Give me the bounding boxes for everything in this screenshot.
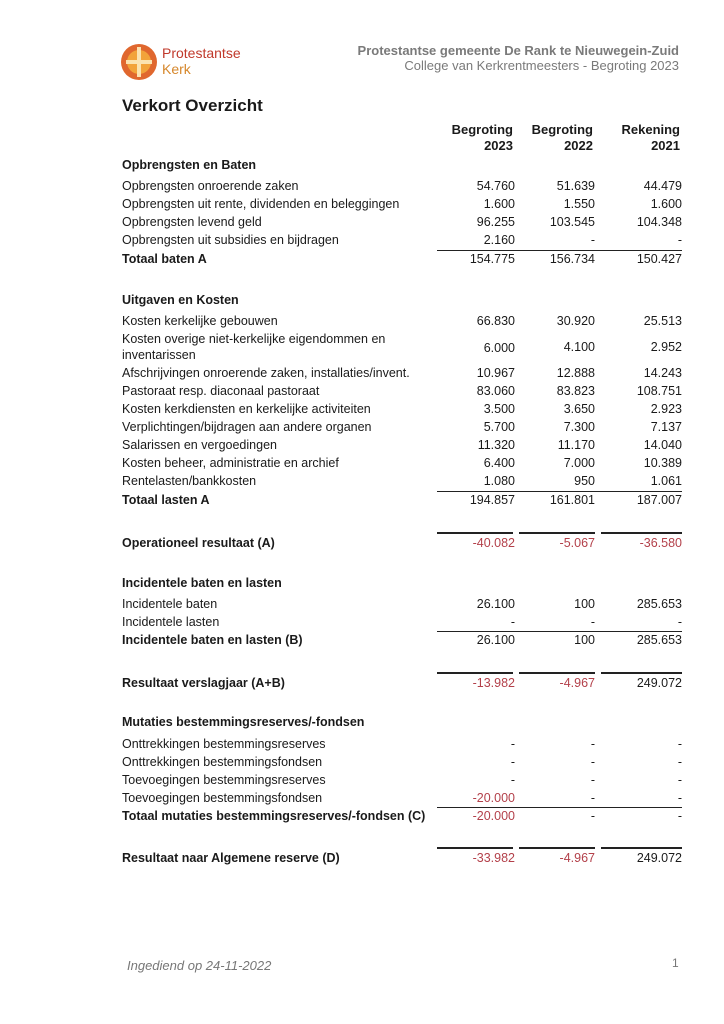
value-2021: 7.137 [650,420,682,434]
result-rule [601,532,682,534]
total-row [122,809,682,827]
row-label: Onttrekkingen bestemmingsreserves [122,737,326,751]
value-2022: 156.734 [549,252,595,266]
logo-text-line1: Protestantse [162,45,241,61]
section-title: Incidentele baten en lasten [122,576,282,590]
value-2021: 285.653 [636,633,682,647]
subtotal-rule [437,807,682,808]
value-2023: -20.000 [472,809,515,823]
value-2022: - [590,755,595,769]
column-header-rekening-2021 [600,122,680,154]
row-label: Toevoegingen bestemmingsreserves [122,773,326,787]
table-row [122,314,682,332]
value-2022: 7.000 [563,456,595,470]
value-2021: -36.580 [639,536,682,550]
value-2023: - [510,755,515,769]
table-row [122,737,682,755]
row-label: Onttrekkingen bestemmingsfondsen [122,755,323,769]
value-2022: 12.888 [556,366,595,380]
subtotal-rule [437,250,682,251]
value-2021: 44.479 [643,179,682,193]
result-rule [437,672,513,674]
value-2023: 11.320 [477,438,515,452]
value-2023: - [510,737,515,751]
value-2021: 14.040 [643,438,682,452]
row-label: Kosten kerkelijke gebouwen [122,314,278,328]
value-2023: 3.500 [483,402,515,416]
value-2023: 10.967 [476,366,515,380]
column-header-begroting-2023 [440,122,513,154]
section-heading [122,293,682,311]
value-2022: 83.823 [556,384,595,398]
row-label: Pastoraat resp. diaconaal pastoraat [122,384,320,398]
row-label: Resultaat naar Algemene reserve (D) [122,851,340,865]
value-2022: 100 [574,597,595,611]
value-2023: 1.600 [483,197,515,211]
section-heading [122,715,682,733]
row-label: Totaal lasten A [122,493,210,507]
value-2023: 83.060 [476,384,515,398]
result-rule [601,672,682,674]
section-title: Opbrengsten en Baten [122,158,257,172]
value-2022: -5.067 [559,536,595,550]
column-header-year: 2023 [484,138,513,153]
subtotal-rule [437,491,682,492]
value-2022: - [590,791,595,805]
row-label: Opbrengsten levend geld [122,215,262,229]
table-row [122,197,682,215]
row-label: Operationeel resultaat (A) [122,536,275,550]
table-row [122,438,682,456]
row-label: Incidentele baten en lasten (B) [122,633,303,647]
table-row [122,233,682,251]
row-label-continued: inventarissen [122,348,196,362]
church-logo-icon [120,43,158,81]
value-2021: 249.072 [636,851,682,865]
value-2023: 66.830 [476,314,515,328]
value-2021: - [677,791,682,805]
result-rule [519,847,595,849]
result-rule [437,532,513,534]
value-2021: 2.923 [650,402,682,416]
value-2022: 30.920 [556,314,595,328]
table-row [122,420,682,438]
row-label: Opbrengsten uit subsidies en bijdragen [122,233,339,247]
value-2021: 285.653 [636,597,682,611]
value-2023: 1.080 [483,474,515,488]
result-row [122,536,682,554]
value-2023: 96.255 [476,215,515,229]
value-2021: 2.952 [650,340,682,354]
section-title: Mutaties bestemmingsreserves/-fondsen [122,715,365,729]
row-label: Totaal mutaties bestemmingsreserves/-fondsen (C) [122,809,426,823]
column-header-year: 2021 [651,138,680,153]
row-label: Resultaat verslagjaar (A+B) [122,676,285,690]
table-row [122,755,682,773]
subtotal-rule [437,631,682,632]
column-header-line: Rekening [621,122,680,137]
row-label: Kosten beheer, administratie en archief [122,456,339,470]
table-row [122,402,682,420]
value-2021: 1.600 [650,197,682,211]
value-2022: -4.967 [559,676,595,690]
section-heading [122,576,682,594]
value-2022: 103.545 [549,215,595,229]
value-2022: - [590,809,595,823]
page-title: Verkort Overzicht [122,96,263,115]
column-header-year: 2022 [564,138,593,153]
value-2021: 249.072 [636,676,682,690]
value-2021: 1.061 [650,474,682,488]
value-2023: -13.982 [472,676,515,690]
value-2021: 150.427 [636,252,682,266]
value-2023: -40.082 [472,536,515,550]
row-label: Totaal baten A [122,252,207,266]
value-2023: 2.160 [483,233,515,247]
value-2021: 14.243 [643,366,682,380]
row-label: Opbrengsten onroerende zaken [122,179,299,193]
column-header-begroting-2022 [520,122,593,154]
row-label: Afschrijvingen onroerende zaken, installaties/invent. [122,366,410,380]
row-label: Rentelasten/bankkosten [122,474,257,488]
row-label: Salarissen en vergoedingen [122,438,277,452]
value-2022: -4.967 [559,851,595,865]
value-2021: 187.007 [636,493,682,507]
value-2023: 154.775 [469,252,515,266]
value-2022: 950 [574,474,595,488]
value-2021: 25.513 [643,314,682,328]
value-2023: 5.700 [483,420,515,434]
header-subtitle: College van Kerkrentmeesters - Begroting 2023 [404,58,679,73]
section-title: Uitgaven en Kosten [122,293,239,307]
value-2023: -33.982 [472,851,515,865]
value-2023: 194.857 [469,493,515,507]
value-2022: 7.300 [563,420,595,434]
result-rule [519,532,595,534]
table-row [122,332,682,366]
value-2021: - [677,737,682,751]
table-row [122,215,682,233]
column-header-line: Begroting [531,122,593,137]
value-2021: - [677,233,682,247]
value-2022: 51.639 [556,179,595,193]
total-row [122,252,682,270]
row-label: Kosten overige niet-kerkelijke eigendommen en [122,332,386,346]
value-2023: 54.760 [476,179,515,193]
table-row [122,366,682,384]
value-2023: - [510,773,515,787]
value-2022: 11.170 [557,438,595,452]
value-2021: - [677,773,682,787]
value-2022: - [590,615,595,629]
total-row [122,493,682,511]
value-2021: 10.389 [643,456,682,470]
row-label: Incidentele lasten [122,615,220,629]
value-2022: - [590,737,595,751]
table-row [122,474,682,492]
value-2022: 4.100 [563,340,595,354]
value-2022: 1.550 [563,197,595,211]
section-heading [122,158,682,176]
total-row [122,633,682,651]
row-label: Toevoegingen bestemmingsfondsen [122,791,323,805]
table-row [122,179,682,197]
value-2023: 6.000 [483,341,515,355]
table-row [122,597,682,615]
value-2023: 26.100 [476,633,515,647]
value-2022: 161.801 [549,493,595,507]
value-2022: - [590,233,595,247]
row-label: Verplichtingen/bijdragen aan andere organen [122,420,372,434]
value-2022: - [590,773,595,787]
result-rule [601,847,682,849]
value-2021: - [677,809,682,823]
value-2023: -20.000 [472,791,515,805]
value-2022: 3.650 [563,402,595,416]
value-2023: 26.100 [476,597,515,611]
value-2023: - [510,615,515,629]
value-2021: 108.751 [636,384,682,398]
submitted-date: Ingediend op 24-11-2022 [127,958,272,973]
logo [120,43,320,83]
result-row [122,676,682,694]
value-2021: - [677,755,682,769]
row-label: Kosten kerkdiensten en kerkelijke activiteiten [122,402,371,416]
value-2022: 100 [574,633,595,647]
table-row [122,384,682,402]
row-label: Incidentele baten [122,597,218,611]
value-2021: - [677,615,682,629]
value-2021: 104.348 [636,215,682,229]
table-row [122,773,682,791]
row-label: Opbrengsten uit rente, dividenden en beleggingen [122,197,400,211]
header-organisation: Protestantse gemeente De Rank te Nieuwegein-Zuid [357,43,679,58]
table-row [122,456,682,474]
result-rule [437,847,513,849]
logo-text-line2: Kerk [162,61,191,77]
result-row [122,851,682,869]
page-number: 1 [672,956,679,970]
column-header-line: Begroting [451,122,513,137]
value-2023: 6.400 [483,456,515,470]
result-rule [519,672,595,674]
